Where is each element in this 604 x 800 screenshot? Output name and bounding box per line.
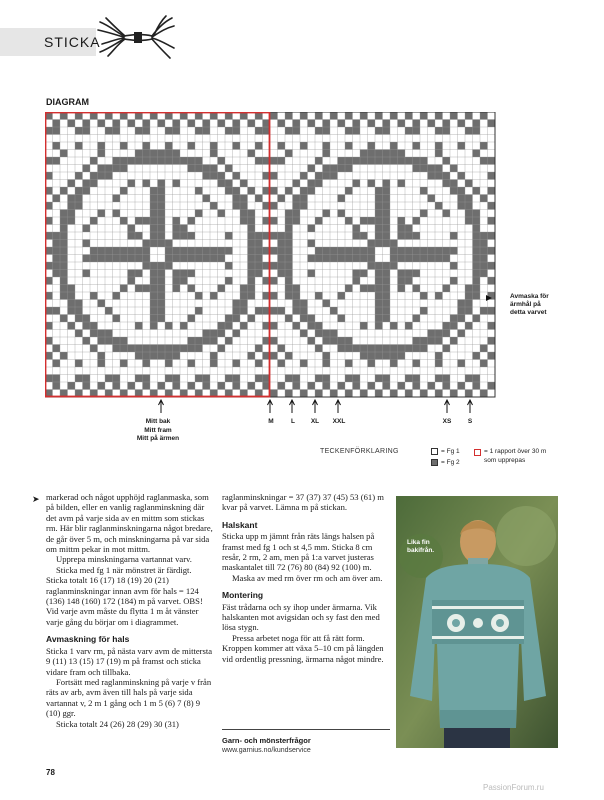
annotation-line: ärmhål på	[510, 301, 541, 308]
legend-repeat-line: = 1 rapport över 30 m	[484, 448, 547, 455]
section-title: STICKA	[44, 34, 101, 50]
legend-repeat-text	[484, 448, 546, 465]
legend-title: TECKENFÖRKLARING	[320, 448, 399, 455]
size-label-xl: XL	[310, 418, 320, 425]
size-label-l: L	[291, 418, 295, 425]
size-arrow-m	[268, 400, 273, 413]
photo-caption	[407, 539, 434, 555]
subheading: Montering	[222, 590, 264, 601]
paragraph: Fortsätt med raglanminskning på varje v från räts av arb, avm även till hals på varje sida vartannat v, 2 m 1 gång och 1 m 5 (6) 7 (8) 9 (10) ggr.	[46, 676, 212, 719]
center-arrow	[159, 400, 164, 413]
footer-divider	[222, 729, 390, 730]
yarn-skein-icon	[96, 14, 176, 60]
size-arrow-xl	[313, 400, 318, 413]
paragraph: Sticka totalt 24 (26) 28 (29) 30 (31)	[56, 718, 179, 729]
legend-fg2-label: = Fg 2	[441, 459, 460, 466]
paragraph: Maska av med rm över rm och am över am.	[232, 572, 383, 583]
size-label-m: M	[268, 418, 274, 425]
legend-repeat-line: som upprepas	[484, 456, 526, 464]
subheading: Avmaskning för hals	[46, 634, 130, 645]
center-label: Mitt på ärmen	[136, 435, 180, 442]
text-column-2	[222, 492, 390, 664]
white-swatch-icon	[431, 448, 438, 455]
caption-line: bakifrån.	[407, 547, 435, 554]
section-tag	[0, 28, 101, 56]
footer-title: Garn- och mönsterfrågor	[222, 736, 311, 745]
size-arrow-xxl	[336, 400, 341, 413]
size-arrow-s	[468, 400, 473, 413]
annotation-line: Avmaska för	[510, 293, 549, 300]
red-outline-swatch-icon	[474, 449, 481, 456]
paragraph: Sticka upp m jämnt från räts längs halsen på framst med fg 1 och st 4,5 mm. Sticka 8 cm resår, 2 rm, 2 am, men på 1:a varvet justeras maskantalet till 72 (76) 80 (84) 92 (100) m.	[222, 531, 375, 573]
legend-fg1-label: = Fg 1	[441, 448, 460, 455]
caption-line: Lika fin	[407, 539, 430, 546]
sweater-photo	[396, 496, 558, 748]
armhole-annotation	[510, 293, 549, 317]
annotation-line: detta varvet	[510, 309, 547, 316]
center-label: Mitt fram	[144, 426, 172, 434]
paragraph: Upprepa minskningarna vartannat varv.	[56, 554, 192, 565]
legend-fg2	[431, 459, 460, 466]
legend-repeat	[474, 448, 546, 465]
text-column-1	[46, 492, 214, 729]
paragraph: Pressa arbetet noga för att få rätt form. Kroppen kommer att växa 5–10 cm på längden vid ordentlig pressning, ärmarna något mindre.	[222, 632, 384, 664]
paragraph: markerad och något upphöjd raglanmaska, som på bilden, eller en vanlig raglanminskning där det avm på varje sida av en mittm som stickas rm. Här blir raglanminskningarna något bredare, de går över 5 m, och minskningarna på var sida om mittm pekar in mot mittm.	[46, 492, 213, 555]
knitting-chart	[45, 112, 507, 417]
diagram-title: DIAGRAM	[46, 97, 89, 107]
size-arrow-xs	[445, 400, 450, 413]
subheading: Halskant	[222, 519, 258, 530]
paragraph: Sticka 1 varv rm, på nästa varv avm de mittersta 9 (11) 13 (15) 17 (19) m på framst och sticka vidare fram och tillbaka.	[46, 645, 213, 677]
size-arrow-l	[290, 400, 295, 413]
page-number: 78	[46, 768, 55, 777]
watermark: PassionForum.ru	[483, 783, 544, 792]
paragraph: Sticka med fg 1 när mönstret är färdigt. Sticka totalt 16 (17) 18 (19) 20 (21) raglanminskningar innan avm för hals = 124 (136) 148 (160) 172 (184) m på varvet. OBS! Vid varje avm måste du flytta 1 m åt vänster varje gång du börjar om i diagrammet.	[46, 564, 203, 627]
paragraph: raglanminskningar = 37 (37) 37 (45) 53 (61) m kvar på varvet. Lämna m på stickan.	[222, 492, 384, 513]
gray-swatch-icon	[431, 459, 438, 466]
legend-fg1	[431, 448, 460, 455]
center-label: Mitt bak	[145, 418, 171, 425]
continue-arrow-icon: ➤	[32, 494, 40, 504]
center-labels	[128, 418, 188, 444]
size-label-xs: XS	[442, 418, 452, 425]
paragraph: Fäst trådarna och sy ihop under ärmarna. Vik halskanten mot avigsidan och sy fast den med lösa stygn.	[222, 601, 380, 633]
size-label-s: S	[467, 418, 473, 425]
footer-url[interactable]: www.garnius.no/kundservice	[222, 747, 311, 754]
size-label-xxl: XXL	[332, 418, 346, 425]
